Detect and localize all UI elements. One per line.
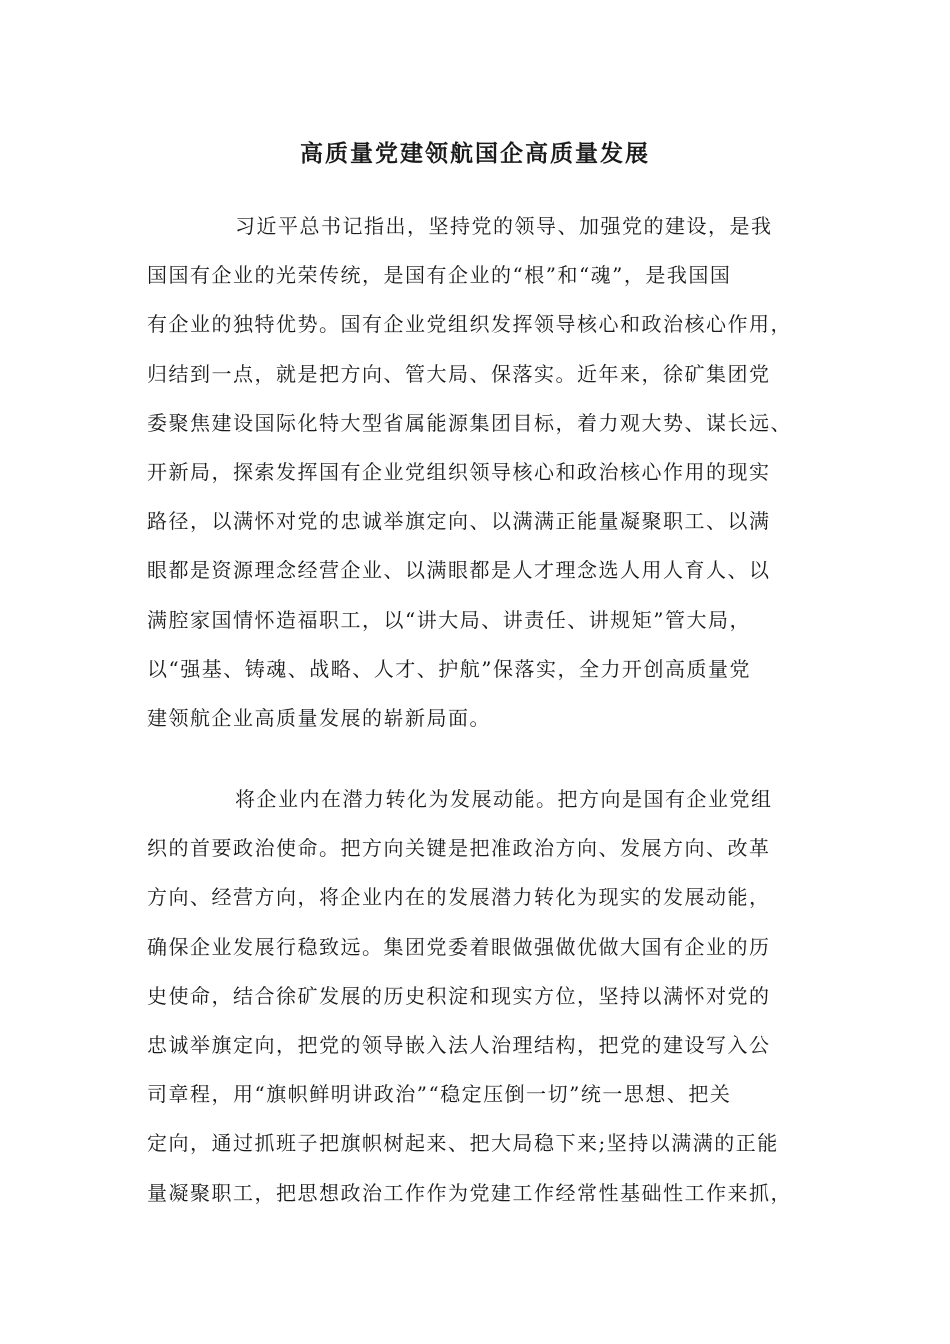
paragraph-line: 习近平总书记指出，坚持党的领导、加强党的建设，是我 <box>235 214 773 238</box>
paragraph-line: 国国有企业的光荣传统，是国有企业的“根”和“魂”，是我国国 <box>147 263 732 288</box>
paragraph-2 <box>147 775 807 1218</box>
paragraph-line: 路径，以满怀对党的忠诚举旗定向、以满满正能量凝聚职工、以满 <box>147 509 771 534</box>
paragraph-line: 归结到一点，就是把方向、管大局、保落实。近年来，徐矿集团党 <box>147 361 771 386</box>
paragraph-line: 方向、经营方向，将企业内在的发展潜力转化为现实的发展动能， <box>147 885 771 910</box>
paragraph-line: 建领航企业高质量发展的崭新局面。 <box>147 705 491 730</box>
paragraph-line: 织的首要政治使命。把方向关键是把准政治方向、发展方向、改革 <box>147 836 771 861</box>
paragraph-line: 量凝聚职工，把思想政治工作作为党建工作经常性基础性工作来抓， <box>147 1180 792 1205</box>
paragraph-line: 开新局，探索发挥国有企业党组织领导核心和政治核心作用的现实 <box>147 459 771 484</box>
paragraph-line: 史使命，结合徐矿发展的历史积淀和现实方位，坚持以满怀对党的 <box>147 983 771 1008</box>
paragraph-line: 有企业的独特优势。国有企业党组织发挥领导核心和政治核心作用， <box>147 312 792 337</box>
paragraph-line: 司章程，用“旗帜鲜明讲政治”“稳定压倒一切”统一思想、把关 <box>147 1082 732 1107</box>
paragraph-line: 满腔家国情怀造福职工，以“讲大局、讲责任、讲规矩”管大局， <box>147 607 751 632</box>
paragraph-line: 定向，通过抓班子把旗帜树起来、把大局稳下来;坚持以满满的正能 <box>147 1131 779 1156</box>
paragraph-line: 委聚焦建设国际化特大型省属能源集团目标，着力观大势、谋长远、 <box>147 410 792 435</box>
paragraph-line: 确保企业发展行稳致远。集团党委着眼做强做优做大国有企业的历 <box>147 934 771 959</box>
paragraph-line: 将企业内在潜力转化为发展动能。把方向是国有企业党组 <box>235 787 773 811</box>
paragraph-line: 忠诚举旗定向，把党的领导嵌入法人治理结构，把党的建设写入公 <box>147 1032 771 1057</box>
paragraph-line: 眼都是资源理念经营企业、以满眼都是人才理念选人用人育人、以 <box>147 558 771 583</box>
document-title: 高质量党建领航国企高质量发展 <box>300 140 650 167</box>
paragraph-line: 以“强基、铸魂、战略、人才、护航”保落实，全力开创高质量党 <box>147 656 751 681</box>
paragraph-1 <box>147 202 807 743</box>
